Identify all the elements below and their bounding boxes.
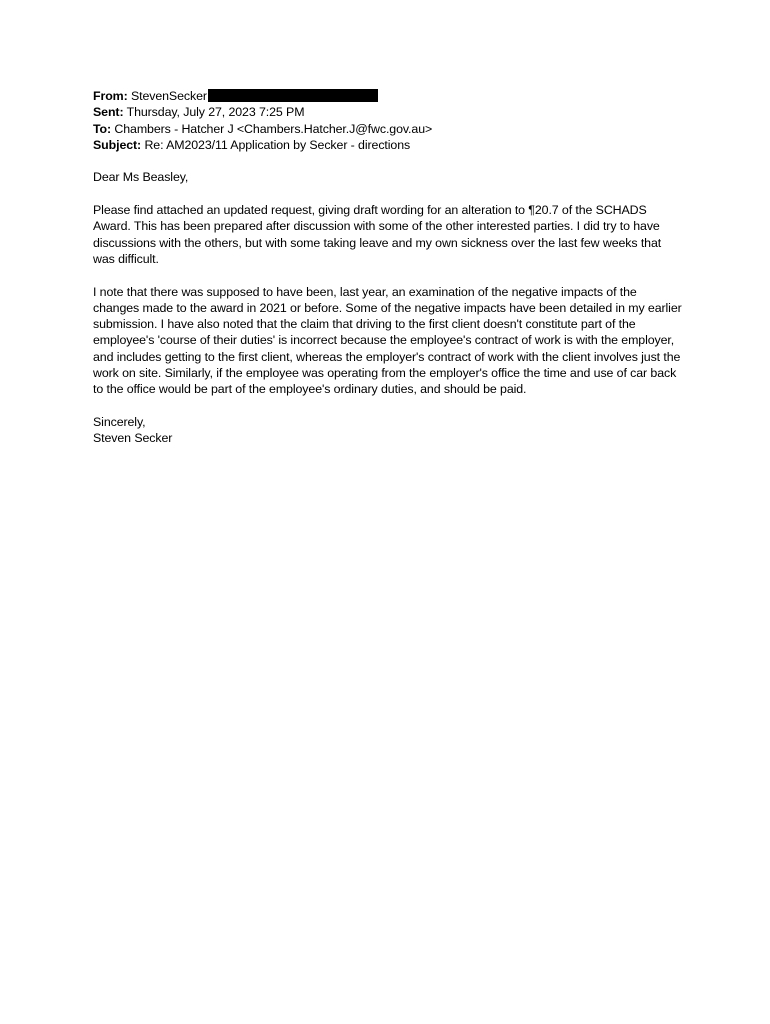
to-value: Chambers - Hatcher J <Chambers.Hatcher.J@fwc.gov.au> (114, 121, 433, 136)
subject-value: Re: AM2023/11 Application by Secker - directions (144, 137, 411, 152)
to-line (93, 121, 683, 137)
signature: Steven Secker (93, 431, 173, 446)
email-content (93, 88, 683, 447)
sent-line (93, 104, 683, 120)
sent-value: Thursday, July 27, 2023 7:25 PM (126, 105, 305, 120)
redaction-bar (208, 89, 378, 102)
sent-label: Sent: (93, 105, 124, 120)
body-paragraph: Please find attached an updated request, giving draft wording for an alteration to ¶20.7 of the SCHADS Award. This has been prepared after discussion with some of the other interested parties. I did try to have discussions with the others, but with some taking leave and my own sickness over the last few weeks that was difficult. (93, 203, 662, 266)
closing-block (93, 414, 683, 447)
subject-label: Subject: (93, 137, 142, 152)
closing: Sincerely, (93, 414, 146, 429)
to-label: To: (93, 121, 112, 136)
greeting: Dear Ms Beasley, (93, 170, 189, 185)
subject-line (93, 137, 683, 153)
from-value: StevenSecker (130, 89, 207, 103)
from-label: From: (93, 89, 128, 103)
from-line (93, 88, 683, 104)
email-header (93, 88, 683, 153)
body-paragraph: I note that there was supposed to have been, last year, an examination of the negative impacts of the changes made to the award in 2021 or before. Some of the negative impacts have been detailed in my earlier submission. I have also noted that the claim that driving to the first client doesn't constitute part of the employee's 'course of their duties' is incorrect because the employee's contract of work is with the employer, and includes getting to the first client, whereas the employer's contract of work with the client involves just the work on site. Similarly, if the employee was operating from the employer's office the time and use of car back to the office would be part of the employee's ordinary duties, and should be paid. (93, 284, 682, 397)
